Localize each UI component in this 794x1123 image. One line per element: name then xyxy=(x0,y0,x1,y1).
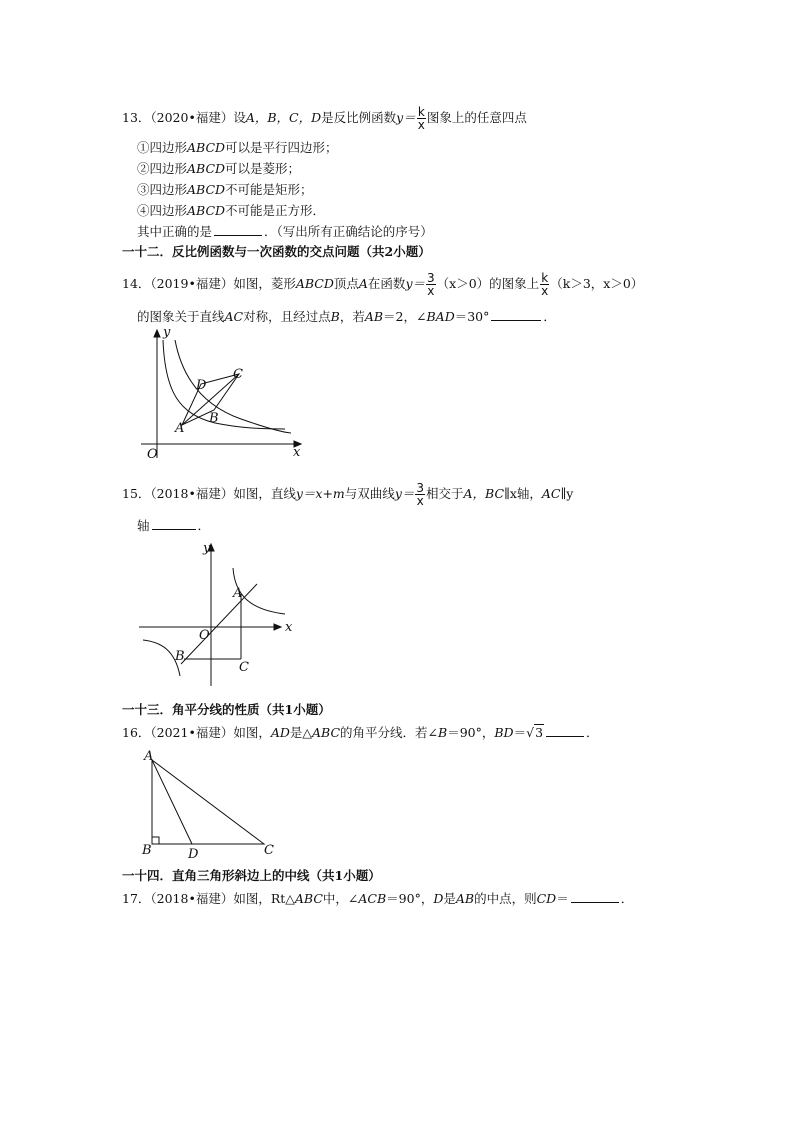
label-y: y xyxy=(203,541,211,556)
label-a: A xyxy=(175,421,185,436)
answer-blank[interactable] xyxy=(491,308,541,321)
label-o: O xyxy=(147,447,158,462)
label-c: C xyxy=(239,660,249,675)
right-angle-mark xyxy=(152,837,159,844)
label-o: O xyxy=(199,628,210,643)
label-y: y xyxy=(163,325,171,340)
fraction-k-over-x: $\frac{k}{x}$ xyxy=(541,271,549,298)
answer-blank[interactable] xyxy=(546,724,584,737)
answer-blank[interactable] xyxy=(152,517,196,530)
q15-figure xyxy=(133,538,303,688)
q13-option-4: ④四边形ABCD不可能是正方形． xyxy=(137,203,326,218)
label-b: B xyxy=(142,843,152,858)
q15-stem-line2: 轴 ． xyxy=(137,518,211,533)
q16-figure xyxy=(140,748,290,863)
x-axis-arrow xyxy=(274,624,281,630)
q14-stem-line2: 的图象关于直线AC对称，且经过点B，若AB＝2，∠BAD＝30° ． xyxy=(137,309,556,324)
q13-option-3: ③四边形ABCD不可能是矩形； xyxy=(137,182,313,197)
q16-stem: 16．（2021•福建）如图，AD是△ABC的角平分线．若∠B＝90°，BD＝√3 ． xyxy=(122,725,599,740)
bisector-ad xyxy=(152,760,192,844)
triangle-abc xyxy=(152,760,264,844)
label-a: A xyxy=(144,749,154,764)
label-d: D xyxy=(188,847,199,862)
label-x: x xyxy=(293,445,301,460)
q14-figure xyxy=(135,322,315,462)
section-heading-13: 一十三．角平分线的性质（共1小题） xyxy=(122,702,331,717)
line-y-eq-x-plus-m xyxy=(181,584,257,664)
curve-k-over-x xyxy=(175,340,291,433)
q17-stem: 17．（2018•福建）如图，Rt△ABC中，∠ACB＝90°，D是AB的中点，则CD＝ ． xyxy=(122,891,634,906)
label-x: x xyxy=(285,620,293,635)
sqrt-3: √3 xyxy=(526,725,544,740)
q13-option-1: ①四边形ABCD可以是平行四边形； xyxy=(137,140,338,155)
q14-stem: 14．（2019•福建）如图，菱形ABCD顶点A在函数y＝ $\frac{3}{x}$ （x＞0）的图象上 $\frac{k}{x}$ （k＞3，x＞0） xyxy=(122,271,644,298)
label-b: B xyxy=(175,649,185,664)
section-heading-12: 一十二．反比例函数与一次函数的交点问题（共2小题） xyxy=(122,244,431,259)
section-heading-14: 一十四．直角三角形斜边上的中线（共1小题） xyxy=(122,868,381,883)
label-c: C xyxy=(264,843,274,858)
label-b: B xyxy=(209,411,219,426)
answer-blank[interactable] xyxy=(571,890,619,903)
q13-option-2: ②四边形ABCD可以是菱形； xyxy=(137,161,301,176)
q15-stem: 15．（2018•福建）如图，直线y＝x+m与双曲线y＝ $\frac{3}{x}$ 相交于A，BC∥x轴，AC∥y xyxy=(122,481,574,508)
fraction-3-over-x: $\frac{3}{x}$ xyxy=(427,271,435,298)
curve-3-over-x xyxy=(163,340,285,429)
answer-blank[interactable] xyxy=(214,223,262,236)
fraction-k-over-x: $\frac{k}{x}$ xyxy=(417,105,425,132)
label-c: C xyxy=(233,367,243,382)
label-d: D xyxy=(196,378,207,393)
fraction-3-over-x: $\frac{3}{x}$ xyxy=(416,481,425,508)
q13-answer-line: 其中正确的是 ．（写出所有正确结论的序号） xyxy=(137,224,433,239)
q13-stem: 13．（2020•福建）设A，B，C，D是反比例函数y＝ $\frac{k}{x}$ 图象上的任意四点 xyxy=(122,105,527,132)
y-axis-arrow xyxy=(154,330,160,337)
label-a: A xyxy=(233,586,243,601)
